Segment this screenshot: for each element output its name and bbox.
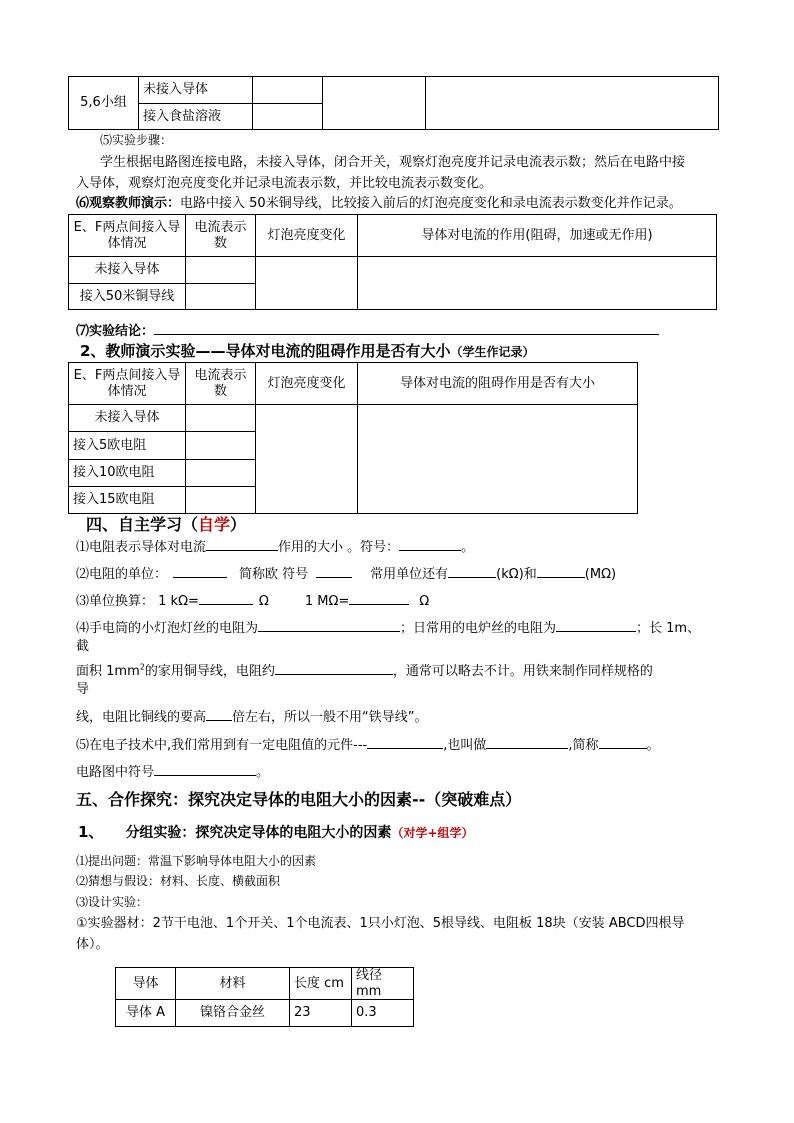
q3: [76, 592, 429, 610]
col-header-length: 长度 cm: [290, 968, 352, 1000]
q4-sup: 2: [139, 662, 145, 672]
cell-blank: [186, 257, 256, 284]
q3-text-d: Ω: [419, 594, 430, 609]
q4-text-f: 的家用铜导线，电阻约: [144, 664, 275, 679]
col-header-conductor: 导体: [116, 968, 176, 1000]
col-header-diameter: 线径 mm: [352, 968, 414, 1000]
cell-blank: [186, 405, 256, 432]
q3-text-b: Ω: [258, 594, 269, 609]
resistor-table: [68, 362, 638, 514]
demo2-title: 2、教师演示实验——导体对电流的阻碍作用是否有大小: [80, 342, 451, 360]
blank: [399, 538, 461, 551]
section5-sub: [78, 823, 474, 843]
step6-bold: ⑹观察教师演示：: [76, 196, 181, 211]
step5-line1: 学生根据电路图连接电路，未接入导体，闭合开关，观察灯泡亮度并记录电流表示数；然后在电路中接: [100, 155, 686, 170]
cell-conductor-a: 导体 A: [116, 1000, 176, 1027]
row-no-conductor: 未接入导体: [139, 77, 253, 104]
q4-line5: [76, 708, 428, 726]
cell-blank: [186, 432, 256, 460]
row-no-conductor: 未接入导体: [69, 405, 186, 432]
step5-title: ⑸实验步骤：: [100, 133, 173, 147]
blank: [349, 592, 409, 605]
group-table: [68, 76, 719, 130]
col-header-connection: E、F两点间接入导体情况: [69, 363, 186, 405]
cell-material-a: 镍铬合金丝: [176, 1000, 290, 1027]
row-10ohm: 接入10欧电阻: [69, 460, 186, 487]
col-header-brightness: 灯泡亮度变化: [256, 363, 358, 405]
col-header-current: 电流表示数: [186, 215, 256, 257]
blank: [154, 763, 256, 776]
q5-text-d: 。: [646, 738, 660, 753]
p5: 体）。: [76, 937, 109, 952]
section5-title: 五、合作探究：探究决定导体的电阻大小的因素--（突破难点）: [76, 790, 522, 809]
sub-title: 分组实验：探究决定导体的电阻大小的因素: [125, 825, 392, 841]
copper-wire-table: [68, 214, 717, 310]
row-salt-solution: 接入食盐溶液: [139, 104, 253, 130]
step5-line2: 入导体，观察灯泡亮度变化并记录电流表示数，并比较电流表示数变化。: [76, 176, 493, 191]
section4-title-end: ）: [230, 515, 247, 534]
conclusion: [76, 322, 659, 340]
group-label: 5,6小组: [69, 77, 139, 130]
q1-text-a: ⑴电阻表示导体对电流: [76, 540, 207, 555]
q5-line2: [76, 763, 269, 781]
blank: [556, 619, 636, 632]
p1: ⑴提出问题：常温下影响导体电阻大小的因素: [76, 854, 317, 868]
blank: [448, 565, 496, 578]
q5-text-b: ,也叫做: [443, 738, 487, 753]
blank: [275, 662, 393, 675]
cell-blank: [186, 460, 256, 487]
col-header-material: 材料: [176, 968, 290, 1000]
section4-title-text: 四、自主学习（: [86, 515, 199, 534]
cell-length-a: 23: [290, 1000, 352, 1027]
cell-blank: [253, 77, 323, 104]
q4-text-a: ⑷手电筒的小灯泡灯丝的电阻为: [76, 621, 259, 636]
blank: [206, 708, 232, 721]
col-header-brightness: 灯泡亮度变化: [256, 215, 358, 257]
q2-text-e: (MΩ): [584, 567, 617, 582]
q2-text-b: 简称欧 符号: [239, 567, 309, 582]
blank: [599, 736, 647, 749]
q4-text-b: ；日常用的电炉丝的电阻为: [400, 621, 557, 636]
conclusion-label: ⑺实验结论：: [76, 324, 155, 339]
cell-blank: [253, 104, 323, 130]
q4-text-i: 线，电阻比铜线的要高: [76, 710, 207, 725]
q5-text-f: 。: [256, 765, 270, 780]
q4-line1: [76, 619, 700, 637]
q4-line2: 截: [76, 639, 90, 654]
cell-blank: [256, 405, 358, 514]
blank: [537, 565, 585, 578]
conclusion-blank: [154, 322, 659, 335]
col-header-connection: E、F两点间接入导体情况: [69, 215, 186, 257]
q5-line1: [76, 736, 660, 754]
p4: ①实验器材：2节干电池、1个开关、1个电流表、1只小灯泡、5根导线、电阻板 18块（安装 ABCD四根导: [76, 916, 685, 931]
q4-text-c: ；长 1m、: [636, 621, 701, 636]
blank: [173, 565, 227, 578]
sub-note: （对学+组学）: [391, 826, 474, 840]
q5-text-e: 电路图中符号: [76, 765, 155, 780]
q2-text-a: ⑵电阻的单位：: [76, 567, 168, 582]
section4-title-red: 自学: [198, 515, 231, 534]
section4-title: [86, 515, 246, 535]
cell-blank: [323, 77, 426, 130]
row-copper-wire: 接入50米铜导线: [69, 284, 186, 310]
q1-text-c: 。: [461, 540, 475, 555]
row-no-conductor: 未接入导体: [69, 257, 186, 284]
q2-text-c: 常用单位还有: [370, 567, 449, 582]
q2-text-d: (kΩ)和: [496, 567, 537, 582]
blank: [258, 619, 400, 632]
q4-line3: [76, 662, 653, 680]
cell-blank: [256, 257, 358, 310]
blank: [199, 592, 253, 605]
blank: [486, 736, 568, 749]
blank: [206, 538, 278, 551]
q3-text-c: 1 MΩ=: [304, 594, 350, 609]
sub-num: 1、: [78, 823, 104, 841]
p2: ⑵猜想与假设：材料、长度、横截面积: [76, 874, 281, 888]
q2: [76, 565, 616, 583]
cell-blank: [358, 257, 717, 310]
demo2-note: （学生作记录）: [450, 345, 535, 359]
cell-blank: [186, 487, 256, 514]
blank: [316, 565, 352, 578]
col-header-current: 电流表示数: [186, 363, 256, 405]
q3-text-a: ⑶单位换算： 1 kΩ=: [76, 594, 199, 609]
row-5ohm: 接入5欧电阻: [69, 432, 186, 460]
cell-blank: [186, 284, 256, 310]
q4-line4: 导: [76, 682, 90, 697]
q4-text-j: 倍左右，所以一般不用“铁导线”。: [232, 710, 428, 725]
demo2-heading: [80, 342, 534, 361]
cell-diameter-a: 0.3: [352, 1000, 414, 1027]
col-header-effect: 导体对电流的阻碍作用是否有大小: [358, 363, 638, 405]
q5-text-c: ,简称: [568, 738, 599, 753]
step6-text: [76, 196, 682, 212]
cell-blank: [426, 77, 719, 130]
conductor-table: [115, 967, 414, 1027]
row-15ohm: 接入15欧电阻: [69, 487, 186, 514]
step6-rest: 电路中接入 50米铜导线，比较接入前后的灯泡亮度变化和录电流表示数变化并作记录。: [180, 196, 682, 211]
q1: [76, 538, 474, 556]
blank: [367, 736, 443, 749]
p3: ⑶设计实验：: [76, 895, 149, 909]
q1-text-b: 作用的大小 。符号：: [278, 540, 400, 555]
q4-text-e: 面积 1mm: [76, 664, 140, 679]
q5-text-a: ⑸在电子技术中,我们常用到有一定电阻值的元件---: [76, 738, 368, 753]
col-header-effect: 导体对电流的作用(阻碍，加速或无作用): [358, 215, 717, 257]
cell-blank: [358, 405, 638, 514]
q4-text-g: ，通常可以略去不计。用铁来制作同样规格的: [392, 664, 653, 679]
